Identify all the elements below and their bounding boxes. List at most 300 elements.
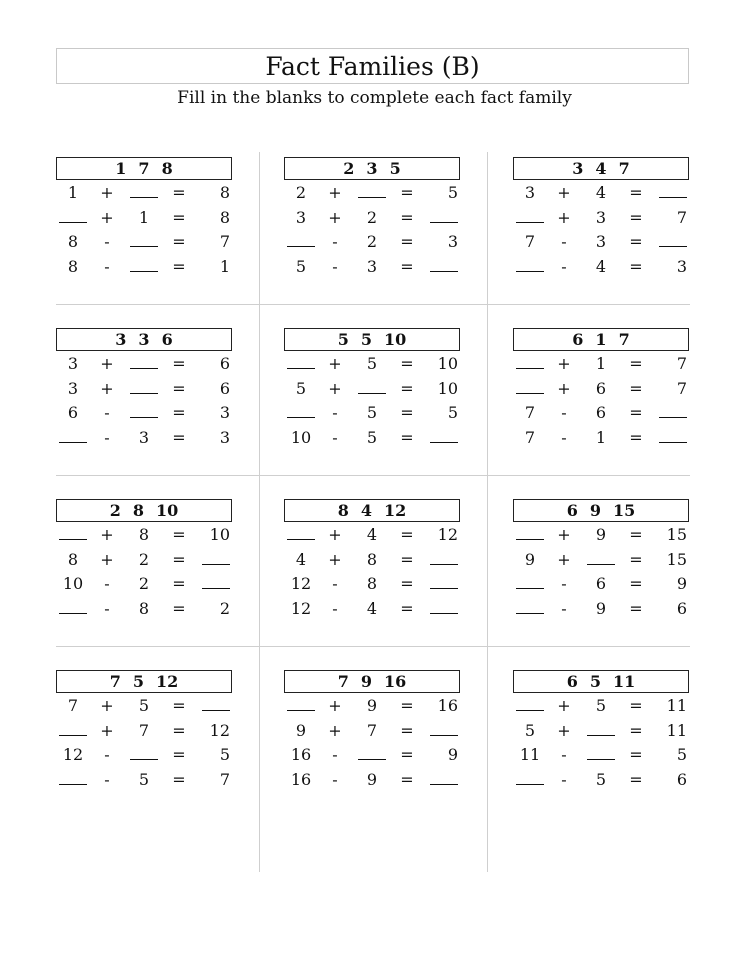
fact-family <box>284 328 460 449</box>
number: 11 <box>519 745 541 764</box>
fact-family-header <box>513 670 689 693</box>
operator: + <box>100 525 114 544</box>
answer-blank[interactable] <box>284 354 318 373</box>
equals-sign: = <box>400 769 414 789</box>
answer-blank[interactable] <box>56 770 90 789</box>
blank-line[interactable] <box>287 232 315 247</box>
operator: - <box>332 769 338 789</box>
equals-sign: = <box>172 769 186 789</box>
number: 2 <box>366 232 378 251</box>
answer-blank[interactable] <box>352 745 392 764</box>
number: 5 <box>295 256 307 276</box>
number: 4 <box>295 549 307 569</box>
operator: - <box>104 232 110 251</box>
number: 7 <box>67 696 79 715</box>
blank-line[interactable] <box>202 574 230 589</box>
fact-family <box>284 670 460 791</box>
number: 15 <box>666 549 687 569</box>
equals-sign: = <box>629 696 643 715</box>
blank-line[interactable] <box>516 696 544 711</box>
equation-row <box>513 425 689 450</box>
number: 3 <box>524 183 536 202</box>
operator: - <box>561 232 567 251</box>
answer-blank[interactable] <box>651 428 689 447</box>
blank-line[interactable] <box>430 428 458 443</box>
blank-line[interactable] <box>59 599 87 614</box>
number: 5 <box>138 769 150 789</box>
blank-line[interactable] <box>430 257 458 272</box>
operator: + <box>100 354 114 373</box>
equals-sign: = <box>172 232 186 251</box>
header-number: 9 <box>589 501 601 520</box>
operator: + <box>100 207 114 227</box>
equals-sign: = <box>172 378 186 398</box>
number: 15 <box>666 525 687 544</box>
blank-line[interactable] <box>59 525 87 540</box>
equals-sign: = <box>400 232 414 251</box>
blank-line[interactable] <box>130 183 158 198</box>
answer-blank[interactable] <box>194 550 232 569</box>
fact-family-header <box>513 499 689 522</box>
number: 16 <box>437 696 458 715</box>
blank-line[interactable] <box>516 770 544 785</box>
number: 7 <box>138 720 150 740</box>
answer-blank[interactable] <box>284 696 318 715</box>
header-number: 7 <box>337 672 349 691</box>
equation-row <box>284 351 460 376</box>
blank-line[interactable] <box>430 208 458 223</box>
header-number: 10 <box>156 501 179 520</box>
number: 5 <box>447 183 458 202</box>
header-number: 7 <box>138 159 150 178</box>
operator: + <box>557 696 571 715</box>
number: 4 <box>366 525 378 544</box>
header-number: 2 <box>343 159 355 178</box>
header-number: 3 <box>572 159 584 178</box>
answer-blank[interactable] <box>124 354 164 373</box>
header-number: 3 <box>366 159 378 178</box>
blank-line[interactable] <box>130 354 158 369</box>
column-divider <box>487 152 488 872</box>
answer-blank[interactable] <box>56 428 90 447</box>
number: 16 <box>290 745 312 764</box>
blank-line[interactable] <box>516 599 544 614</box>
operator: - <box>104 769 110 789</box>
blank-line[interactable] <box>430 599 458 614</box>
blank-line[interactable] <box>59 428 87 443</box>
header-number: 8 <box>132 501 144 520</box>
number: 2 <box>366 207 378 227</box>
equals-sign: = <box>629 207 643 227</box>
header-number: 3 <box>138 330 150 349</box>
header-number: 7 <box>618 330 630 349</box>
equals-sign: = <box>172 525 186 544</box>
blank-line[interactable] <box>59 770 87 785</box>
answer-blank[interactable] <box>581 721 621 740</box>
equals-sign: = <box>400 378 414 398</box>
blank-line[interactable] <box>59 721 87 736</box>
equals-sign: = <box>172 720 186 740</box>
equals-sign: = <box>629 598 643 618</box>
number: 6 <box>595 403 607 422</box>
equation-row <box>513 596 689 621</box>
equation-row <box>513 376 689 401</box>
answer-blank[interactable] <box>56 599 90 618</box>
operator: - <box>104 745 110 764</box>
equation-row <box>284 522 460 547</box>
fact-family-header <box>284 499 460 522</box>
number: 6 <box>67 403 79 422</box>
equals-sign: = <box>172 207 186 227</box>
equals-sign: = <box>172 427 186 447</box>
answer-blank[interactable] <box>422 770 460 789</box>
operator: + <box>557 525 571 544</box>
answer-blank[interactable] <box>284 403 318 422</box>
blank-line[interactable] <box>516 208 544 223</box>
blank-line[interactable] <box>358 183 386 198</box>
equation-row <box>56 596 232 621</box>
blank-line[interactable] <box>202 696 230 711</box>
number: 8 <box>219 183 230 202</box>
blank-line[interactable] <box>287 403 315 418</box>
number: 10 <box>437 378 458 398</box>
answer-blank[interactable] <box>513 379 547 398</box>
number: 9 <box>366 696 378 715</box>
equals-sign: = <box>172 574 186 593</box>
blank-line[interactable] <box>430 574 458 589</box>
fact-family <box>284 499 460 620</box>
fact-family <box>56 328 232 449</box>
equation-row <box>56 400 232 425</box>
fact-family <box>513 328 689 449</box>
number: 3 <box>219 427 230 447</box>
answer-blank[interactable] <box>513 257 547 276</box>
operator: - <box>561 745 567 764</box>
number: 9 <box>447 745 458 764</box>
equals-sign: = <box>629 256 643 276</box>
equation-row <box>56 742 232 767</box>
blank-line[interactable] <box>358 379 386 394</box>
equation-row <box>56 229 232 254</box>
operator: - <box>332 256 338 276</box>
operator: - <box>332 403 338 422</box>
number: 1 <box>595 427 607 447</box>
header-number: 7 <box>618 159 630 178</box>
equation-row <box>513 522 689 547</box>
operator: + <box>100 549 114 569</box>
answer-blank[interactable] <box>581 745 621 764</box>
header-number: 6 <box>566 501 578 520</box>
equals-sign: = <box>400 427 414 447</box>
blank-line[interactable] <box>516 257 544 272</box>
blank-line[interactable] <box>130 745 158 760</box>
equals-sign: = <box>629 403 643 422</box>
equation-row <box>284 571 460 596</box>
answer-blank[interactable] <box>124 745 164 764</box>
fact-family-header <box>56 328 232 351</box>
equals-sign: = <box>629 378 643 398</box>
fact-family <box>284 157 460 278</box>
equals-sign: = <box>172 696 186 715</box>
fact-family-grid <box>56 152 690 872</box>
blank-line[interactable] <box>516 379 544 394</box>
number: 4 <box>595 256 607 276</box>
number: 5 <box>219 745 230 764</box>
equals-sign: = <box>400 403 414 422</box>
number: 6 <box>595 378 607 398</box>
header-number: 12 <box>384 501 407 520</box>
equation-row <box>56 522 232 547</box>
blank-line[interactable] <box>659 232 687 247</box>
equation-row <box>513 693 689 718</box>
equation-row <box>284 742 460 767</box>
blank-line[interactable] <box>587 745 615 760</box>
blank-line[interactable] <box>587 550 615 565</box>
blank-line[interactable] <box>130 232 158 247</box>
answer-blank[interactable] <box>513 354 547 373</box>
equation-row <box>56 767 232 792</box>
header-number: 11 <box>613 672 636 691</box>
answer-blank[interactable] <box>56 721 90 740</box>
equation-row <box>284 718 460 743</box>
operator: - <box>104 574 110 593</box>
blank-line[interactable] <box>358 745 386 760</box>
fact-family <box>56 670 232 791</box>
fact-family <box>513 670 689 791</box>
number: 12 <box>209 720 230 740</box>
number: 7 <box>219 232 230 251</box>
number: 3 <box>366 256 378 276</box>
equals-sign: = <box>629 427 643 447</box>
number: 8 <box>366 549 378 569</box>
equals-sign: = <box>172 403 186 422</box>
answer-blank[interactable] <box>194 696 232 715</box>
number: 5 <box>295 378 307 398</box>
blank-line[interactable] <box>659 403 687 418</box>
answer-blank[interactable] <box>422 257 460 276</box>
equals-sign: = <box>400 256 414 276</box>
answer-blank[interactable] <box>56 208 90 227</box>
blank-line[interactable] <box>516 525 544 540</box>
answer-blank[interactable] <box>284 525 318 544</box>
number: 5 <box>676 745 687 764</box>
equation-row <box>56 254 232 279</box>
number: 2 <box>138 549 150 569</box>
number: 12 <box>437 525 458 544</box>
equation-row <box>56 351 232 376</box>
blank-line[interactable] <box>130 379 158 394</box>
answer-blank[interactable] <box>581 550 621 569</box>
blank-line[interactable] <box>430 721 458 736</box>
number: 8 <box>67 232 79 251</box>
answer-blank[interactable] <box>422 721 460 740</box>
number: 16 <box>290 769 312 789</box>
operator: + <box>328 549 342 569</box>
operator: - <box>561 427 567 447</box>
answer-blank[interactable] <box>651 232 689 251</box>
equation-row <box>284 254 460 279</box>
number: 7 <box>676 354 687 373</box>
number: 11 <box>666 720 687 740</box>
number: 12 <box>62 745 84 764</box>
fact-family-header <box>56 157 232 180</box>
fact-family <box>513 499 689 620</box>
equation-row <box>284 376 460 401</box>
number: 5 <box>366 427 378 447</box>
blank-line[interactable] <box>130 403 158 418</box>
blank-line[interactable] <box>287 696 315 711</box>
number: 9 <box>366 769 378 789</box>
number: 10 <box>290 427 312 447</box>
answer-blank[interactable] <box>124 232 164 251</box>
blank-line[interactable] <box>430 770 458 785</box>
number: 4 <box>366 598 378 618</box>
answer-blank[interactable] <box>352 379 392 398</box>
blank-line[interactable] <box>659 183 687 198</box>
equation-row <box>284 229 460 254</box>
number: 7 <box>676 207 687 227</box>
number: 6 <box>219 378 230 398</box>
operator: + <box>557 549 571 569</box>
answer-blank[interactable] <box>513 574 547 593</box>
header-number: 5 <box>389 159 401 178</box>
answer-blank[interactable] <box>422 550 460 569</box>
operator: + <box>328 207 342 227</box>
answer-blank[interactable] <box>352 183 392 202</box>
fact-family <box>513 157 689 278</box>
operator: - <box>561 256 567 276</box>
header-number: 7 <box>109 672 121 691</box>
equals-sign: = <box>172 256 186 276</box>
blank-line[interactable] <box>659 428 687 443</box>
equals-sign: = <box>400 207 414 227</box>
equation-row <box>284 693 460 718</box>
fact-family-header <box>513 157 689 180</box>
answer-blank[interactable] <box>124 379 164 398</box>
worksheet-title-box <box>56 48 689 84</box>
fact-family-header <box>284 328 460 351</box>
equation-row <box>56 205 232 230</box>
operator: + <box>557 183 571 202</box>
blank-line[interactable] <box>516 354 544 369</box>
number: 9 <box>295 720 307 740</box>
header-number: 5 <box>337 330 349 349</box>
blank-line[interactable] <box>130 257 158 272</box>
header-number: 10 <box>384 330 407 349</box>
equation-row <box>284 596 460 621</box>
equation-row <box>284 205 460 230</box>
blank-line[interactable] <box>287 525 315 540</box>
equals-sign: = <box>629 574 643 593</box>
blank-line[interactable] <box>516 574 544 589</box>
answer-blank[interactable] <box>124 403 164 422</box>
answer-blank[interactable] <box>513 696 547 715</box>
answer-blank[interactable] <box>513 525 547 544</box>
header-number: 5 <box>589 672 601 691</box>
answer-blank[interactable] <box>422 574 460 593</box>
answer-blank[interactable] <box>194 574 232 593</box>
equals-sign: = <box>400 745 414 764</box>
number: 7 <box>524 403 536 422</box>
equals-sign: = <box>629 354 643 373</box>
number: 3 <box>595 232 607 251</box>
equation-row <box>56 376 232 401</box>
number: 5 <box>366 354 378 373</box>
fact-family-header <box>513 328 689 351</box>
number: 1 <box>595 354 607 373</box>
blank-line[interactable] <box>287 354 315 369</box>
number: 7 <box>524 427 536 447</box>
operator: + <box>557 378 571 398</box>
equals-sign: = <box>400 183 414 202</box>
column-divider <box>259 152 260 872</box>
fact-family-header <box>284 157 460 180</box>
operator: + <box>328 525 342 544</box>
worksheet-title: Fact Families (B) <box>265 51 480 81</box>
equals-sign: = <box>400 549 414 569</box>
fact-family-header <box>56 499 232 522</box>
operator: - <box>561 574 567 593</box>
equals-sign: = <box>629 183 643 202</box>
number: 3 <box>138 427 150 447</box>
answer-blank[interactable] <box>422 428 460 447</box>
answer-blank[interactable] <box>124 257 164 276</box>
answer-blank[interactable] <box>422 208 460 227</box>
operator: - <box>561 769 567 789</box>
operator: - <box>332 745 338 764</box>
answer-blank[interactable] <box>651 183 689 202</box>
fact-family-header <box>56 670 232 693</box>
answer-blank[interactable] <box>513 599 547 618</box>
number: 9 <box>595 598 607 618</box>
operator: - <box>104 256 110 276</box>
blank-line[interactable] <box>430 550 458 565</box>
number: 12 <box>290 598 312 618</box>
number: 10 <box>437 354 458 373</box>
blank-line[interactable] <box>587 721 615 736</box>
equation-row <box>513 400 689 425</box>
row-divider <box>56 304 690 305</box>
number: 6 <box>676 598 687 618</box>
answer-blank[interactable] <box>422 599 460 618</box>
operator: - <box>104 427 110 447</box>
answer-blank[interactable] <box>513 208 547 227</box>
blank-line[interactable] <box>202 550 230 565</box>
equation-row <box>284 547 460 572</box>
header-number: 8 <box>161 159 173 178</box>
header-number: 8 <box>337 501 349 520</box>
number: 8 <box>67 549 79 569</box>
number: 7 <box>524 232 536 251</box>
header-number: 5 <box>360 330 372 349</box>
number: 9 <box>595 525 607 544</box>
operator: + <box>328 696 342 715</box>
equation-row <box>56 547 232 572</box>
answer-blank[interactable] <box>284 232 318 251</box>
answer-blank[interactable] <box>651 403 689 422</box>
equals-sign: = <box>629 232 643 251</box>
answer-blank[interactable] <box>124 183 164 202</box>
row-divider <box>56 646 690 647</box>
answer-blank[interactable] <box>56 525 90 544</box>
header-number: 6 <box>572 330 584 349</box>
operator: - <box>104 403 110 422</box>
blank-line[interactable] <box>59 208 87 223</box>
equation-row <box>513 742 689 767</box>
answer-blank[interactable] <box>513 770 547 789</box>
equals-sign: = <box>629 769 643 789</box>
operator: - <box>332 598 338 618</box>
